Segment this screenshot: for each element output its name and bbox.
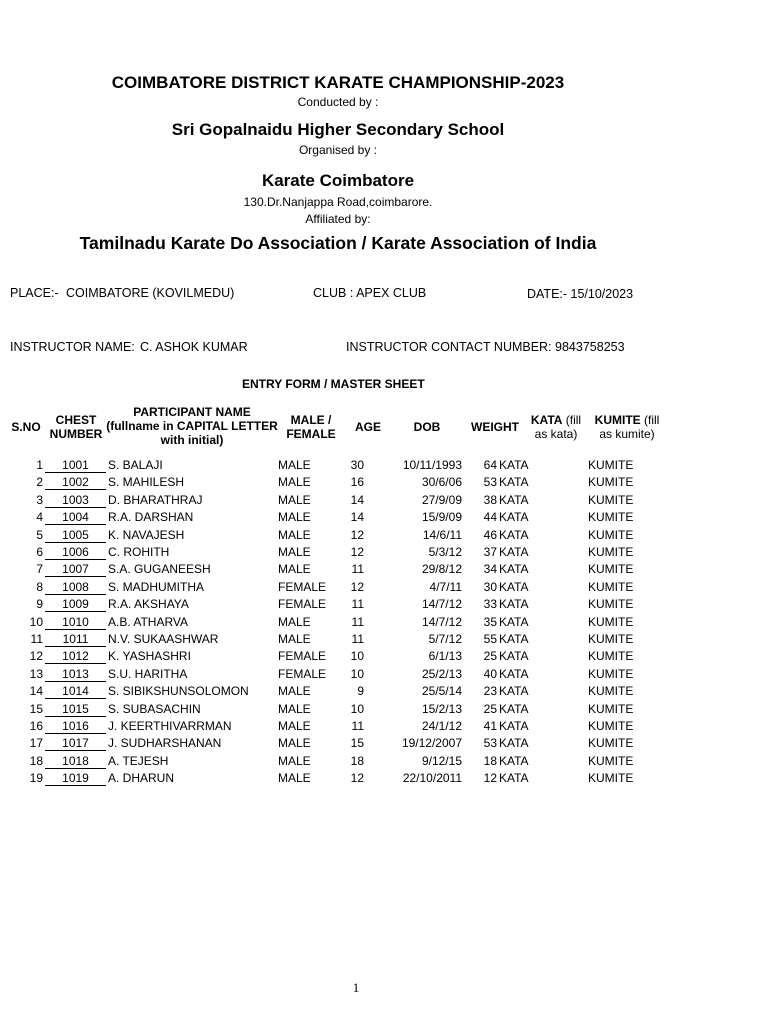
cell-gender: MALE [278,719,311,733]
col-chest-line1: CHEST [55,413,97,427]
page-number: 1 [352,980,360,995]
cell-age: 12 [350,545,364,559]
table-row [0,702,768,719]
cell-sno: 3 [36,492,43,507]
cell-weight: 46 [483,527,497,542]
cell-kumite: KUMITE [588,492,634,507]
table-row [0,771,768,788]
cell-kumite: KUMITE [588,614,634,629]
date: DATE:- 15/10/2023 [527,287,634,301]
cell-sno: 2 [36,475,43,490]
cell-chest-number: 1006 [45,545,106,560]
cell-gender: FEMALE [278,649,327,664]
place-value: COIMBATORE (KOVILMEDU) [66,286,235,300]
table-row [0,754,768,771]
cell-chest-number: 1005 [45,528,106,543]
cell-weight: 12 [483,771,497,786]
cell-weight: 33 [483,597,497,612]
cell-age: 11 [351,614,364,629]
cell-sno: 5 [36,527,43,542]
cell-kata: KATA [499,719,529,733]
cell-dob: 5/3/12 [428,545,462,559]
cell-kata: KATA [499,753,529,768]
cell-weight: 25 [483,649,497,664]
cell-kumite: KUMITE [588,545,634,559]
cell-kata: KATA [499,562,529,577]
cell-chest-number: 1001 [45,458,106,473]
cell-chest-number: 1016 [45,719,106,734]
cell-gender: MALE [278,701,311,716]
affiliation: Tamilnadu Karate Do Association / Karate Association of India [79,233,597,253]
table-row [0,736,768,753]
cell-age: 10 [350,701,364,716]
table-row [0,632,768,649]
table-row [0,580,768,597]
cell-kumite: KUMITE [588,510,634,525]
cell-weight: 30 [483,579,497,594]
cell-weight: 35 [483,614,497,629]
cell-dob: 9/12/15 [421,753,462,768]
cell-participant-name: C. ROHITH [108,545,170,559]
cell-dob: 10/11/1993 [402,458,462,472]
cell-participant-name: S.A. GUGANEESH [108,562,211,577]
cell-dob: 15/9/09 [421,510,462,525]
cell-age: 30 [350,458,364,472]
cell-weight: 18 [483,753,497,768]
table-row [0,475,768,492]
cell-sno: 17 [29,736,43,751]
cell-chest-number: 1011 [45,632,106,647]
cell-participant-name: A.B. ATHARVA [108,614,189,629]
cell-age: 10 [350,649,364,664]
table-row [0,562,768,579]
cell-kata: KATA [499,597,529,612]
cell-chest-number: 1013 [45,667,106,682]
cell-kumite: KUMITE [588,632,634,646]
organiser-name: Karate Coimbatore [261,171,415,190]
cell-kata: KATA [499,684,529,699]
cell-chest-number: 1007 [45,562,106,577]
cell-chest-number: 1015 [45,702,106,717]
cell-dob: 27/9/09 [421,492,462,507]
cell-sno: 11 [30,632,43,646]
cell-kata: KATA [499,510,529,525]
cell-sno: 12 [29,649,43,664]
col-age: AGE [354,420,381,434]
place-label: PLACE:- [10,286,59,300]
cell-age: 12 [350,771,364,786]
cell-dob: 25/5/14 [421,684,462,699]
col-name [106,405,278,447]
cell-gender: MALE [278,458,311,472]
cell-chest-number: 1019 [45,771,106,786]
cell-sno: 19 [29,771,43,786]
cell-kumite: KUMITE [588,701,634,716]
cell-kumite: KUMITE [588,736,634,751]
col-kata-rest: (fill [562,413,582,427]
cell-age: 11 [351,719,364,733]
cell-sno: 1 [36,458,43,472]
cell-chest-number: 1009 [45,597,106,612]
cell-dob: 14/7/12 [421,614,462,629]
cell-participant-name: D. BHARATHRAJ [108,492,203,507]
col-chest-line2: NUMBER [49,427,103,441]
cell-participant-name: S. SUBASACHIN [108,701,201,716]
cell-kata: KATA [499,771,529,786]
cell-weight: 40 [483,666,497,681]
col-kata-line2: as kata) [534,427,578,441]
cell-age: 10 [350,666,364,681]
cell-chest-number: 1002 [45,475,106,490]
cell-participant-name: J. SUDHARSHANAN [108,736,222,751]
cell-gender: MALE [278,475,311,490]
cell-age: 9 [357,684,364,699]
cell-dob: 15/2/13 [421,701,462,716]
col-kumite-bold: KUMITE [594,413,641,427]
cell-kumite: KUMITE [588,719,634,733]
form-title: ENTRY FORM / MASTER SHEET [242,377,425,391]
cell-dob: 5/7/12 [428,632,462,646]
club: CLUB : APEX CLUB [313,286,427,300]
col-gender-line1: MALE / [290,413,332,427]
col-name-line3: with initial) [160,433,224,447]
cell-weight: 37 [483,545,497,559]
cell-kata: KATA [499,666,529,681]
cell-kata: KATA [499,545,529,559]
cell-chest-number: 1008 [45,580,106,595]
cell-sno: 18 [29,753,43,768]
cell-sno: 10 [29,614,43,629]
cell-sno: 13 [29,666,43,681]
cell-kumite: KUMITE [588,684,634,699]
cell-age: 11 [351,562,364,577]
cell-age: 14 [350,492,364,507]
cell-weight: 23 [483,684,497,699]
cell-chest-number: 1017 [45,736,106,751]
cell-kata: KATA [499,632,529,646]
cell-kumite: KUMITE [588,597,634,612]
cell-age: 16 [350,475,364,490]
cell-age: 15 [350,736,364,751]
cell-dob: 30/6/06 [421,475,462,490]
cell-dob: 24/1/12 [421,719,462,733]
table-row [0,684,768,701]
cell-kumite: KUMITE [588,753,634,768]
instructor-label: INSTRUCTOR NAME: [10,340,135,354]
cell-kata: KATA [499,649,529,664]
cell-kata: KATA [499,527,529,542]
cell-participant-name: K. YASHASHRI [108,649,191,664]
cell-chest-number: 1010 [45,615,106,630]
cell-participant-name: R.A. AKSHAYA [108,597,189,612]
cell-participant-name: A. DHARUN [108,771,175,786]
table-row [0,510,768,527]
cell-gender: MALE [278,527,311,542]
cell-kumite: KUMITE [588,562,634,577]
cell-weight: 34 [483,562,497,577]
cell-gender: MALE [278,510,311,525]
table-row [0,458,768,475]
table-row [0,597,768,614]
cell-gender: MALE [278,771,311,786]
cell-gender: MALE [278,614,311,629]
cell-chest-number: 1014 [45,684,106,699]
col-name-line1: PARTICIPANT NAME [133,405,251,419]
cell-sno: 8 [36,579,43,594]
cell-dob: 25/2/13 [421,666,462,681]
cell-age: 11 [351,597,364,612]
conducted-by-label: Conducted by : [297,95,379,109]
cell-kumite: KUMITE [588,527,634,542]
col-kata [526,413,586,441]
affiliated-by-label: Affiliated by: [305,212,371,226]
cell-gender: MALE [278,736,311,751]
col-kumite-rest: (fill [640,413,660,427]
cell-gender: FEMALE [278,666,327,681]
cell-kumite: KUMITE [588,579,634,594]
cell-dob: 14/7/12 [421,597,462,612]
cell-kumite: KUMITE [588,771,634,786]
cell-sno: 4 [36,510,43,525]
page-title: COIMBATORE DISTRICT KARATE CHAMPIONSHIP-2023 [111,73,565,92]
col-name-line2: (fullname in CAPITAL LETTER [106,419,278,433]
col-dob: DOB [413,420,441,434]
cell-weight: 53 [483,736,497,751]
table-row [0,667,768,684]
cell-weight: 53 [483,475,497,490]
table-row [0,528,768,545]
cell-kata: KATA [499,458,529,472]
cell-kata: KATA [499,736,529,751]
col-kumite [590,413,664,441]
cell-sno: 15 [29,701,43,716]
cell-participant-name: S. MAHILESH [108,475,185,490]
cell-participant-name: N.V. SUKAASHWAR [108,632,219,646]
cell-weight: 44 [483,510,497,525]
cell-gender: FEMALE [278,579,327,594]
table-row [0,719,768,736]
cell-participant-name: S. MADHUMITHA [108,579,204,594]
instructor-name: C. ASHOK KUMAR [140,340,248,354]
cell-dob: 6/1/13 [428,649,462,664]
cell-weight: 38 [483,492,497,507]
school-name: Sri Gopalnaidu Higher Secondary School [171,120,505,139]
col-gender-line2: FEMALE [286,427,336,441]
cell-sno: 9 [36,597,43,612]
cell-kumite: KUMITE [588,649,634,664]
cell-dob: 19/12/2007 [401,736,462,751]
cell-sno: 6 [36,545,43,559]
cell-gender: FEMALE [278,597,327,612]
cell-sno: 7 [36,562,43,577]
cell-age: 12 [350,527,364,542]
cell-sno: 14 [29,684,43,699]
col-sno: S.NO [11,420,41,434]
cell-gender: MALE [278,492,311,507]
cell-kata: KATA [499,614,529,629]
table-row [0,493,768,510]
cell-kumite: KUMITE [588,666,634,681]
cell-weight: 55 [483,632,497,646]
cell-chest-number: 1018 [45,754,106,769]
organised-by-label: Organised by : [298,143,378,157]
cell-age: 14 [350,510,364,525]
cell-participant-name: A. TEJESH [108,753,169,768]
cell-kumite: KUMITE [588,458,634,472]
table-row [0,545,768,562]
cell-weight: 41 [483,719,497,733]
cell-weight: 25 [483,701,497,716]
cell-kata: KATA [499,701,529,716]
cell-gender: MALE [278,684,311,699]
cell-kata: KATA [499,579,529,594]
cell-chest-number: 1012 [45,649,106,664]
cell-gender: MALE [278,562,311,577]
cell-dob: 22/10/2011 [402,771,462,786]
address: 130.Dr.Nanjappa Road,coimbarore. [243,195,433,209]
instructor-contact: INSTRUCTOR CONTACT NUMBER: 9843758253 [346,340,625,354]
cell-participant-name: S. SIBIKSHUNSOLOMON [108,684,249,699]
col-weight: WEIGHT [471,420,519,434]
cell-age: 11 [351,632,364,646]
cell-kata: KATA [499,492,529,507]
cell-participant-name: R.A. DARSHAN [108,510,194,525]
cell-sno: 16 [29,719,43,733]
col-kumite-line2: as kumite) [599,427,655,441]
col-kata-bold: KATA [530,413,563,427]
cell-gender: MALE [278,632,311,646]
cell-age: 12 [350,579,364,594]
cell-dob: 29/8/12 [421,562,462,577]
cell-gender: MALE [278,753,311,768]
cell-participant-name: S.U. HARITHA [108,666,188,681]
table-row [0,615,768,632]
cell-kumite: KUMITE [588,475,634,490]
cell-kata: KATA [499,475,529,490]
cell-dob: 14/6/11 [422,527,462,542]
cell-chest-number: 1003 [45,493,106,508]
col-chest [45,413,107,441]
cell-participant-name: S. BALAJI [108,458,163,472]
cell-chest-number: 1004 [45,510,106,525]
col-gender [278,413,344,441]
cell-weight: 64 [483,458,497,472]
table-row [0,649,768,666]
cell-participant-name: K. NAVAJESH [108,527,185,542]
cell-participant-name: J. KEERTHIVARRMAN [108,719,232,733]
cell-dob: 4/7/11 [429,579,462,594]
cell-gender: MALE [278,545,311,559]
cell-age: 18 [350,753,364,768]
